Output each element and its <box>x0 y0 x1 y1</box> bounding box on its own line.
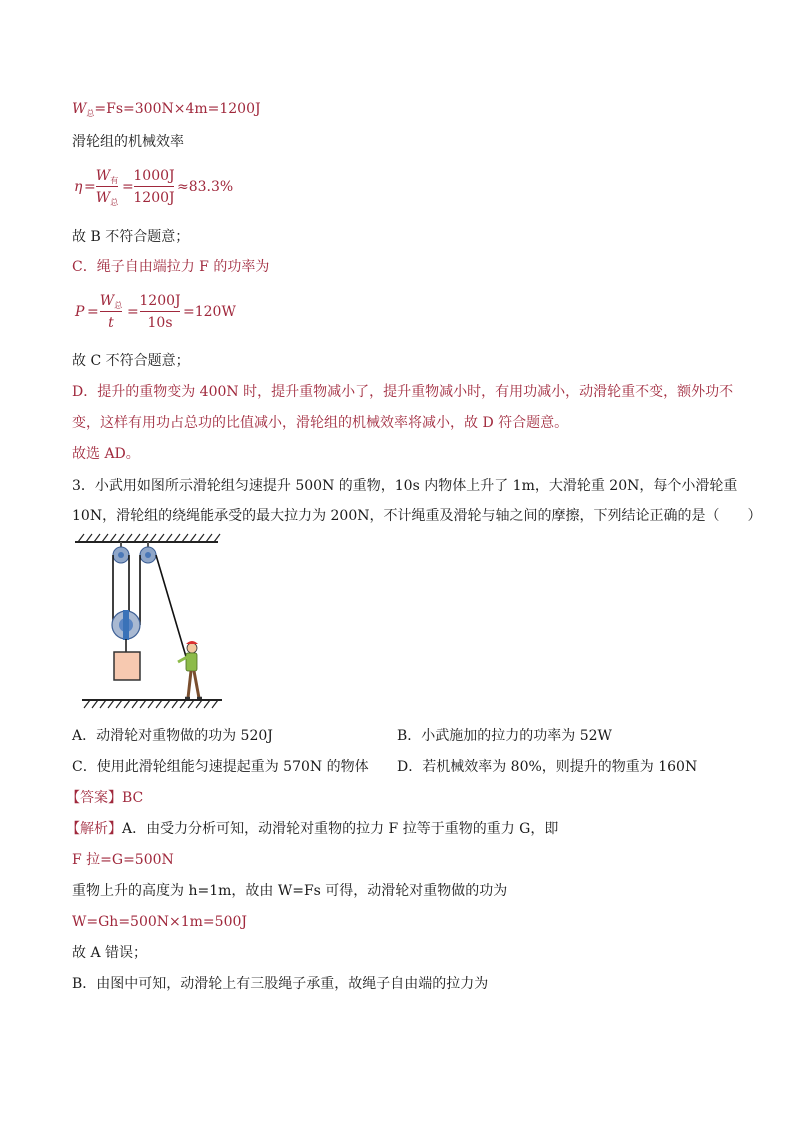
analysis-a-text: A．由受力分析可知，动滑轮对重物的拉力 F 拉等于重物的重力 G，即 <box>122 821 559 837</box>
choose-line: 故选 AD。 <box>72 446 140 462</box>
c-conclusion: 故 C 不符合题意； <box>72 353 190 369</box>
ceiling-hatch <box>78 534 220 542</box>
analysis-eq-2: W=Gh=500N×1m=500J <box>72 914 247 930</box>
p-equals: = <box>87 304 99 320</box>
eta-symbol: η <box>74 179 83 195</box>
eta-den-sub: 总 <box>110 198 119 207</box>
p-symbol: P <box>75 304 85 320</box>
p-fraction-bar-2 <box>140 311 180 312</box>
eta-equals-2: = <box>122 179 134 195</box>
answer-line <box>66 789 143 807</box>
person-figure <box>178 641 202 698</box>
p-num-sub: 总 <box>114 301 123 310</box>
b-conclusion: 故 B 不符合题意； <box>72 229 190 245</box>
c-heading: C．绳子自由端拉力 F 的功率为 <box>72 259 270 275</box>
option-a: A．动滑轮对重物做的功为 520J <box>72 728 273 744</box>
eta-fraction-bar-2 <box>134 186 174 187</box>
w-symbol: W <box>72 101 87 117</box>
option-c: C．使用此滑轮组能匀速提起重为 570N 的物体 <box>72 759 369 775</box>
w-total-equation <box>72 100 261 123</box>
efficiency-heading: 滑轮组的机械效率 <box>72 134 184 150</box>
pulley-figure <box>70 530 230 715</box>
p-num-w: W <box>99 293 115 309</box>
d-line-2: 变，这样有用功占总功的比值减小，滑轮组的机械效率将减小，故 D 符合题意。 <box>72 415 569 431</box>
analysis-line-2: 重物上升的高度为 h=1m，故由 W=Fs 可得，动滑轮对重物做的功为 <box>72 883 508 899</box>
eta-equals: = <box>84 179 96 195</box>
p-den-value: 10s <box>147 315 173 331</box>
analysis-line-1 <box>66 820 558 838</box>
d-line-1: D．提升的重物变为 400N 时，提升重物减小了，提升重物减小时，有用功减小，动滑轮重不变，额外功不 <box>72 384 734 400</box>
eta-result: ≈83.3% <box>177 179 234 195</box>
question-3-line-1: 3．小武用如图所示滑轮组匀速提升 500N 的重物，10s 内物体上升了 1m，大滑轮重 20N，每个小滑轮重 <box>72 478 738 494</box>
a-conclusion: 故 A 错误； <box>72 945 148 961</box>
analysis-label: 【解析】 <box>66 821 122 837</box>
eta-num-sub: 有 <box>110 176 119 185</box>
p-den-t: t <box>108 315 114 331</box>
eta-den-value: 1200J <box>133 190 175 206</box>
analysis-b-line: B．由图中可知，动滑轮上有三股绳子承重，故绳子自由端的拉力为 <box>72 976 489 992</box>
answer-label: 【答案】 <box>66 790 122 806</box>
eta-num-w: W <box>95 168 111 184</box>
option-b: B．小武施加的拉力的功率为 52W <box>397 728 612 744</box>
p-fraction-bar-1 <box>100 311 122 312</box>
question-3-line-2: 10N，滑轮组的绕绳能承受的最大拉力为 200N，不计绳重及滑轮与轴之间的摩擦，下列结论正确的是（ ） <box>72 508 762 524</box>
eta-fraction-numerator <box>94 168 120 186</box>
p-result: =120W <box>183 304 236 320</box>
eta-fraction-bar-1 <box>96 186 118 187</box>
answer-value: BC <box>122 790 144 806</box>
eta-num-value: 1000J <box>133 168 175 184</box>
ropes <box>113 555 187 660</box>
eta-fraction-denominator <box>94 190 120 208</box>
p-fraction-numerator <box>98 293 124 311</box>
eta-den-w: W <box>95 190 111 206</box>
p-num-value: 1200J <box>139 293 181 309</box>
weight-box <box>114 652 140 680</box>
w-total-value: =Fs=300N×4m=1200J <box>94 101 261 117</box>
w-subscript: 总 <box>86 109 95 118</box>
p-equals-2: = <box>127 304 139 320</box>
floor-hatch <box>84 700 218 708</box>
analysis-eq-1: F 拉=G=500N <box>72 852 174 868</box>
option-d: D．若机械效率为 80%，则提升的物重为 160N <box>397 759 698 775</box>
